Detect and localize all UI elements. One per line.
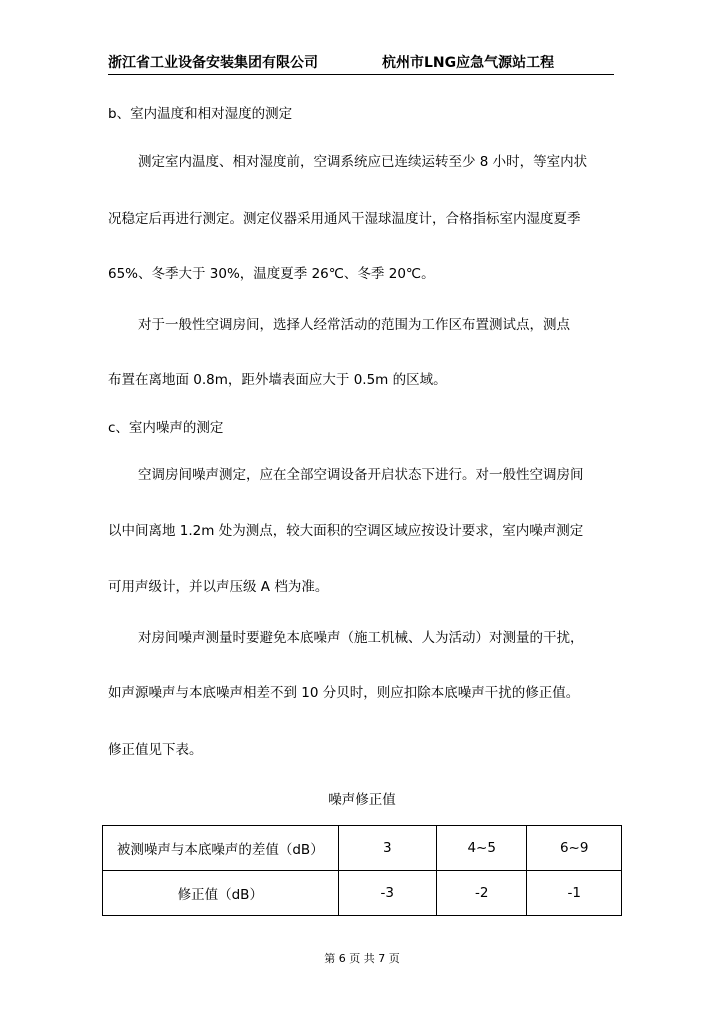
paragraph-line: 对房间噪声测量时要避免本底噪声（施工机械、人为活动）对测量的干扰， xyxy=(138,630,584,646)
paragraph-line: 修正值见下表。 xyxy=(108,742,203,758)
table-cell: 4~5 xyxy=(436,826,527,871)
table-cell: -3 xyxy=(338,871,436,916)
table-caption: 噪声修正值 xyxy=(328,792,396,808)
company-name: 浙江省工业设备安装集团有限公司 xyxy=(108,55,318,71)
table-cell: 3 xyxy=(338,826,436,871)
noise-correction-table xyxy=(102,825,622,916)
table-cell: 被测噪声与本底噪声的差值（dB） xyxy=(103,826,339,871)
table-row xyxy=(103,826,622,871)
section-heading-c: c、室内噪声的测定 xyxy=(108,420,224,436)
table-cell: -1 xyxy=(527,871,622,916)
table-cell: 6~9 xyxy=(527,826,622,871)
paragraph-line: 况稳定后再进行测定。测定仪器采用通风干湿球温度计，合格指标室内湿度夏季 xyxy=(108,211,581,227)
table-cell: 修正值（dB） xyxy=(103,871,339,916)
project-name: 杭州市LNG应急气源站工程 xyxy=(382,55,555,71)
page-header xyxy=(108,52,614,75)
page-footer: 第 6 页 共 7 页 xyxy=(324,952,400,965)
paragraph-line: 空调房间噪声测定，应在全部空调设备开启状态下进行。对一般性空调房间 xyxy=(138,467,584,483)
paragraph-line: 可用声级计，并以声压级 A 档为准。 xyxy=(108,579,329,595)
paragraph-line: 布置在离地面 0.8m，距外墙表面应大于 0.5m 的区域。 xyxy=(108,372,447,388)
paragraph-line: 如声源噪声与本底噪声相差不到 10 分贝时，则应扣除本底噪声干扰的修正值。 xyxy=(108,685,580,701)
paragraph-line: 以中间离地 1.2m 处为测点，较大面积的空调区域应按设计要求，室内噪声测定 xyxy=(108,523,584,539)
paragraph-line: 测定室内温度、相对湿度前，空调系统应已连续运转至少 8 小时，等室内状 xyxy=(138,154,588,170)
table-cell: -2 xyxy=(436,871,527,916)
paragraph-line: 65%、冬季大于 30%，温度夏季 26℃、冬季 20℃。 xyxy=(108,266,435,282)
section-heading-b: b、室内温度和相对湿度的测定 xyxy=(108,106,293,122)
paragraph-line: 对于一般性空调房间，选择人经常活动的范围为工作区布置测试点，测点 xyxy=(138,317,570,333)
table-row xyxy=(103,871,622,916)
